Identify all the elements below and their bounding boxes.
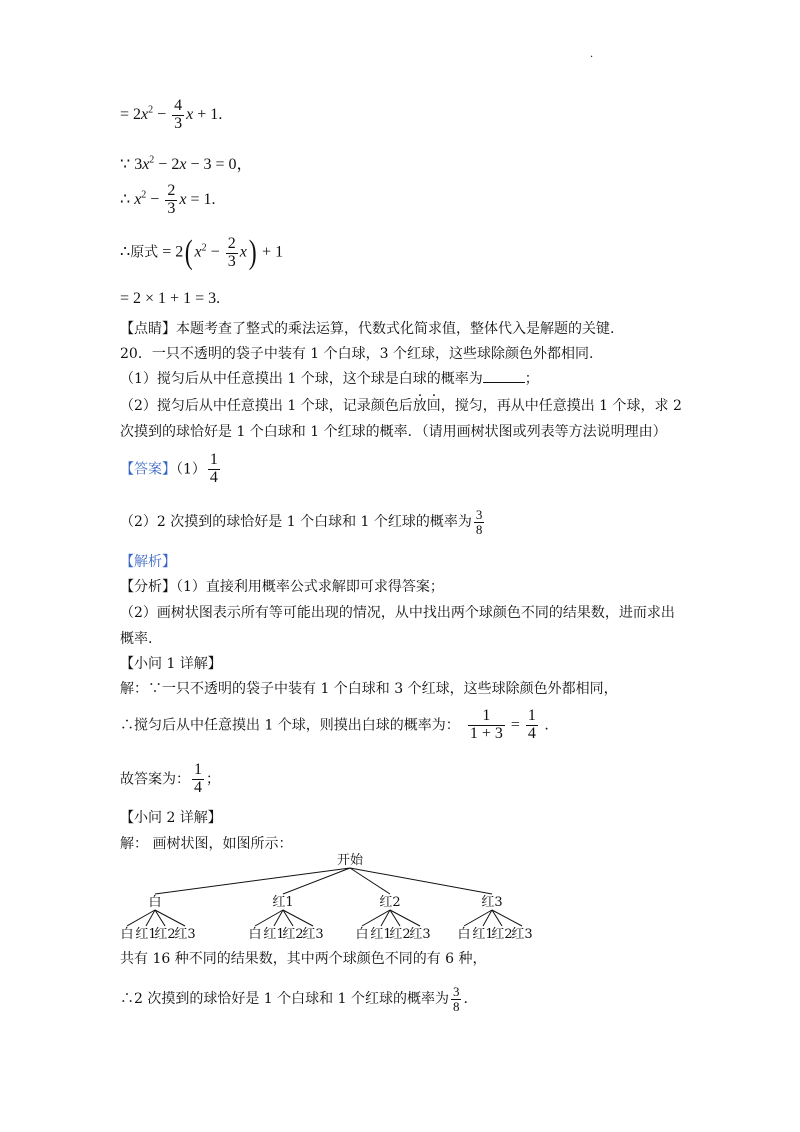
emphasis-char: 放 [412, 398, 427, 414]
subquestion-1-title: 【小问 1 详解】 [120, 656, 222, 672]
tree-level2-label: 红3 [409, 927, 431, 942]
fraction: $\frac{3}{8}$ [452, 984, 460, 1014]
tree-level2-label: 红2 [491, 927, 513, 942]
equation-line-2: ∵ $3x^2 - 2x - 3 = 0$， [120, 154, 253, 173]
solution-2-line-3: ∴2 次摸到的球恰好是 1 个白球和 1 个红球的概率为 $\frac{3}{8}$ . [120, 984, 468, 1014]
tree-level2-label: 红3 [302, 927, 324, 942]
probability-tree-diagram [0, 848, 800, 948]
tree-level2-label: 红1 [472, 927, 494, 942]
fraction: $\frac{2}{3}$ [227, 234, 236, 270]
tree-level2-label: 白 [355, 927, 369, 942]
tree-level1-label: 红2 [379, 895, 401, 910]
answer-1: 【答案】（1） $\frac{1}{4}$ [120, 451, 218, 486]
solution-1-line-2: ∴搅匀后从中任意摸出 1 个球，则摸出白球的概率为： $\frac{1}{1 + 3}$ = $\frac{1}{4}$ . [120, 707, 549, 742]
tree-level2-label: 红1 [135, 927, 157, 942]
tree-level2-label: 红2 [282, 927, 304, 942]
subquestion-2-title: 【小问 2 详解】 [120, 810, 222, 826]
fraction: $\frac{1}{4}$ [194, 761, 202, 796]
solution-2-line-1: 解： 画树状图，如图所示： [120, 836, 293, 852]
fraction: $\frac{2}{3}$ [167, 182, 176, 217]
fraction: $\frac{1}{4}$ [527, 707, 536, 742]
question-1: （1）搅匀后从中任意摸出 1 个球，这个球是白球的概率为 ； [120, 371, 539, 387]
tree-level2-label: 红3 [174, 927, 196, 942]
tree-level2-label: 红2 [389, 927, 411, 942]
tree-level2-label: 红3 [511, 927, 533, 942]
fraction: $\frac{1}{4}$ [209, 451, 218, 486]
tree-level1-label: 白 [148, 895, 162, 910]
analysis-tag: 【解析】 [120, 554, 176, 570]
analysis-line-1: 【分析】（1）直接利用概率公式求解即可求得答案； [120, 579, 444, 595]
answer-2: （2）2 次摸到的球恰好是 1 个白球和 1 个红球的概率为 $\frac{3}{8}$ [120, 507, 483, 537]
tree-level2-label: 白 [457, 927, 471, 942]
tree-branch-line [283, 868, 350, 894]
answer-blank [483, 370, 525, 383]
page-mark: · [590, 52, 594, 63]
solution-1-line-1: 解：∵一只不透明的袋子中装有 1 个白球和 3 个红球，这些球除颜色外都相同， [120, 681, 618, 697]
tree-level2-label: 红1 [263, 927, 285, 942]
equation-line-1: = $2x^2$ − $\frac{4}{3}$ x + 1. [120, 97, 223, 132]
equation-line-3: ∴ $x^2$ − $\frac{2}{3}$ x = 1. [120, 182, 216, 217]
solution-1-final: 故答案为： $\frac{1}{4}$ ； [120, 761, 220, 796]
tree-branch-line [350, 868, 492, 894]
tree-level2-label: 红1 [370, 927, 392, 942]
comment-line: 【点睛】本题考查了整式的乘法运算，代数式化简求值，整体代入是解题的关键. [120, 321, 615, 337]
problem-stem: 20．一只不透明的袋子中装有 1 个白球，3 个红球，这些球除颜色外都相同. [120, 346, 594, 362]
tree-root-label: 开始 [336, 853, 364, 868]
tree-level1-label: 红1 [272, 895, 294, 910]
tree-level1-label: 红3 [481, 895, 503, 910]
tree-level2-label: 红2 [154, 927, 176, 942]
equation-line-4: ∴原式 = 2( $x^2$ − $\frac{2}{3}$ x) + 1 [120, 234, 284, 271]
emphasis-char: 回 [426, 398, 441, 414]
tree-level2-label: 白 [248, 927, 262, 942]
solution-2-line-2: 共有 16 种不同的结果数，其中两个球颜色不同的有 6 种， [120, 951, 487, 967]
analysis-line-2: （2）画树状图表示所有等可能出现的情况，从中找出两个球颜色不同的结果数，进而求出 [120, 605, 675, 621]
question-2-line-1: （2）搅匀后从中任意摸出 1 个球，记录颜色后放回，搅匀，再从中任意摸出 1 个球，求 2 [120, 398, 682, 414]
answer-tag: 【答案】 [120, 461, 176, 478]
tree-level2-label: 白 [120, 927, 134, 942]
fraction: $\frac{4}{3}$ [174, 97, 183, 132]
analysis-line-3: 概率. [120, 631, 153, 647]
fraction: $\frac{1}{1 + 3}$ [469, 707, 503, 742]
tree-branch-line [155, 868, 350, 894]
question-2-line-2: 次摸到的球恰好是 1 个白球和 1 个红球的概率．（请用画树状图或列表等方法说明理由） [120, 424, 667, 440]
fraction: $\frac{3}{8}$ [475, 507, 483, 537]
equation-line-5: = 2 × 1 + 1 = 3. [120, 290, 221, 307]
